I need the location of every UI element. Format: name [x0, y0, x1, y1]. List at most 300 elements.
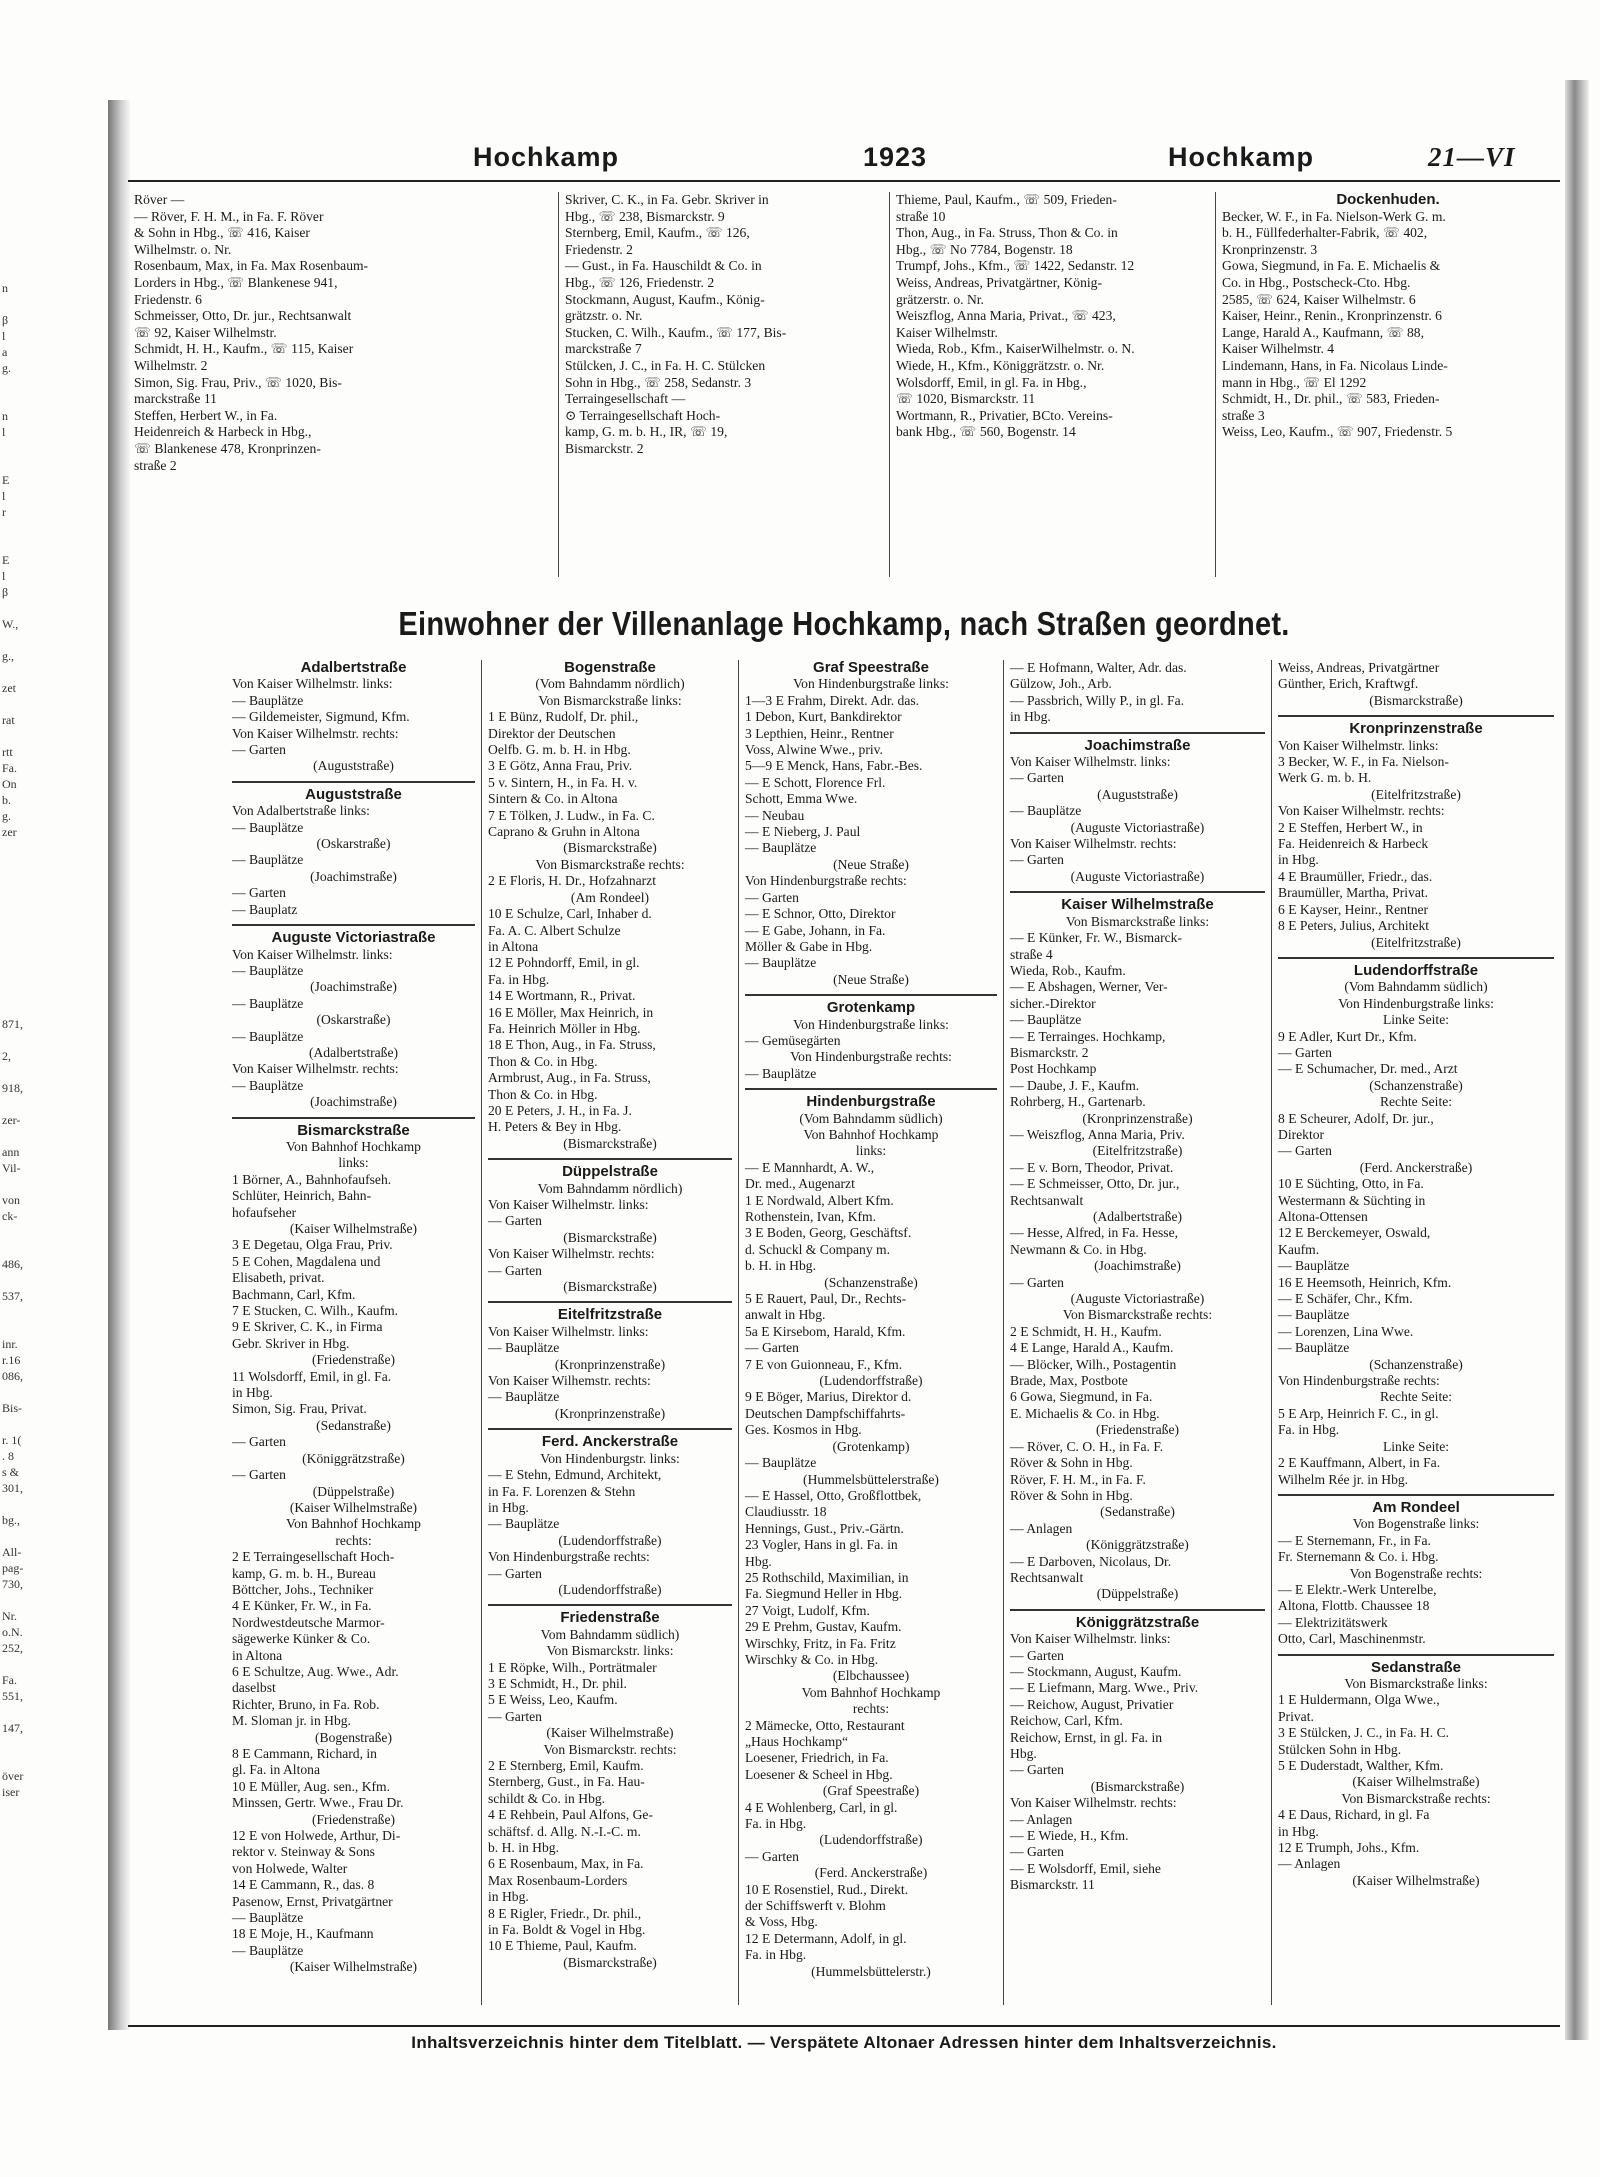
resident-entry-line: Simon, Sig. Frau, Priv., ☏ 1020, Bis-: [134, 374, 342, 390]
directory-entry-line: in Hbg.: [488, 1889, 529, 1905]
directory-entry-line: 5 E Duderstadt, Walther, Kfm.: [1278, 1758, 1444, 1773]
directory-entry-line: anwalt in Hbg.: [745, 1307, 826, 1323]
cross-street-note: (Königgrätzstraße): [302, 1450, 405, 1466]
cross-street-note: (Grotenkamp): [832, 1438, 910, 1454]
directory-entry-line: — Garten: [488, 1213, 542, 1229]
resident-entry-line: Lorders in Hbg., ☏ Blankenese 941,: [134, 274, 338, 290]
directory-entry-line: — Bauplätze: [232, 1910, 304, 1926]
directory-entry-line: 3 Lepthien, Heinr., Rentner: [745, 725, 894, 741]
cross-street-note: (Eitelfritzstraße): [1092, 1143, 1183, 1159]
directory-entry-line: — Röver, C. O. H., in Fa. F.: [1010, 1438, 1164, 1454]
resident-entry-line: Weiss, Leo, Kaufm., ☏ 907, Friedenstr. 5: [1222, 424, 1453, 440]
street-heading: Kaiser Wilhelmstraße: [1010, 891, 1265, 913]
directory-entry-line: 5 v. Sintern, H., in Fa. H. v.: [488, 774, 638, 790]
directory-entry-line: 1 E Huldermann, Olga Wwe.,: [1278, 1692, 1440, 1708]
cross-street-note: (Elbchaussee): [832, 1668, 910, 1684]
page-header: [128, 100, 1560, 182]
directory-entry-line: Otto, Carl, Maschinenmstr.: [1278, 1631, 1426, 1647]
directory-entry-line: — Bauplätze: [232, 995, 304, 1011]
resident-entry-line: Wortmann, R., Privatier, BCto. Vereins-: [896, 407, 1113, 423]
directory-entry-line: — E Sternemann, Fr., in Fa.: [1278, 1532, 1431, 1548]
directory-entry-line: Von Kaiser Wilhelmstr. links:: [1010, 754, 1171, 770]
directory-entry-line: 4 E Braumüller, Friedr., das.: [1278, 868, 1433, 884]
cross-street-note: Von Bismarckstraße links:: [1065, 913, 1210, 929]
directory-entry-line: — E Gabe, Johann, in Fa.: [745, 922, 886, 938]
directory-entry-line: Von Hindenburgstraße rechts:: [745, 873, 907, 889]
directory-entry-line: Hbg.: [1010, 1746, 1037, 1761]
directory-entry-line: 7 E Tölken, J. Ludw., in Fa. C.: [488, 807, 655, 823]
directory-entry-line: — Bauplätze: [745, 840, 817, 856]
directory-entry-line: Röver & Sohn in Hbg.: [1010, 1455, 1133, 1471]
directory-entry-line: Privat.: [1278, 1708, 1314, 1724]
cross-street-note: rechts:: [335, 1532, 372, 1548]
directory-entry-line: — Bauplätze: [1278, 1307, 1350, 1323]
directory-entry-line: Stülcken Sohn in Hbg.: [1278, 1741, 1402, 1757]
directory-entry-line: in Hbg.: [1278, 852, 1319, 868]
directory-entry-line: Richter, Bruno, in Fa. Rob.: [232, 1696, 380, 1712]
directory-entry-line: — Garten: [745, 1848, 799, 1864]
directory-entry-line: in Hbg.: [232, 1385, 273, 1401]
resident-entry-line: Stockmann, August, Kaufm., König-: [565, 291, 765, 307]
directory-entry-line: der Schiffswerft v. Blohm: [745, 1898, 886, 1914]
directory-entry-line: 12 E von Holwede, Arthur, Di-: [232, 1828, 401, 1844]
cross-street-note: Von Bogenstraße rechts:: [1349, 1565, 1483, 1581]
cross-street-note: Von Bismarckstraße rechts:: [1062, 1307, 1213, 1323]
directory-entry-line: Hbg.: [745, 1553, 772, 1569]
street-heading: Hindenburgstraße: [745, 1088, 997, 1110]
directory-entry-line: — Blöcker, Wilh., Postagentin: [1010, 1356, 1177, 1372]
directory-entry-line: — E Schäfer, Chr., Kfm.: [1278, 1291, 1413, 1307]
cross-street-note: (Kronprinzenstraße): [554, 1356, 666, 1372]
cross-street-note: (Adalbertstraße): [308, 1044, 399, 1060]
cross-street-note: Von Hindenburgstraße rechts:: [790, 1049, 952, 1065]
cross-street-note: (Bogenstraße): [314, 1729, 392, 1745]
directory-entry-line: — E Künker, Fr. W., Bismarck-: [1010, 930, 1183, 946]
resident-entry-line: Schmeisser, Otto, Dr. jur., Rechtsanwalt: [134, 308, 352, 324]
page-number: 21—VI: [1428, 142, 1516, 172]
street-heading: Kronprinzenstraße: [1278, 715, 1554, 737]
directory-entry-line: schäftsf. d. Allg. N.-I.-C. m.: [488, 1823, 641, 1839]
directory-entry-line: 5 E Weiss, Leo, Kaufm.: [488, 1692, 618, 1708]
resident-entry-line: Friedenstr. 6: [134, 291, 202, 307]
resident-entry-line: Kronprinzenstr. 3: [1222, 241, 1318, 257]
directory-entry-line: in Fa. Boldt & Vogel in Hbg.: [488, 1922, 646, 1938]
alphabetical-residents: [128, 192, 1560, 577]
directory-entry-line: Fa. Heidenreich & Harbeck: [1278, 836, 1429, 852]
street-heading: Königgrätzstraße: [1010, 1609, 1265, 1631]
directory-entry-line: — Bauplätze: [232, 1028, 304, 1044]
directory-entry-line: 12 E Pohndorff, Emil, in gl.: [488, 955, 640, 971]
street-heading: Sedanstraße: [1278, 1654, 1554, 1676]
directory-entry-line: — Bauplätze: [1278, 1340, 1350, 1356]
cross-street-note: Von Hindenburgstraße links:: [793, 1016, 949, 1032]
cross-street-note: (Joachimstraße): [310, 868, 397, 884]
directory-entry-line: 3 E Schmidt, H., Dr. phil.: [488, 1675, 627, 1691]
directory-entry-line: — E Wolsdorff, Emil, siehe: [1010, 1860, 1161, 1876]
resident-entry-line: straße 3: [1222, 407, 1265, 423]
cross-street-note: Von Bismarckstraße rechts:: [535, 856, 685, 872]
directory-entry-line: 12 E Trumph, Johs., Kfm.: [1278, 1840, 1420, 1856]
street-column-1: [226, 660, 481, 2005]
cross-street-note: links:: [855, 1143, 887, 1159]
directory-entry-line: — Garten: [232, 742, 286, 758]
directory-entry-line: 23 Vogler, Hans in gl. Fa. in: [745, 1537, 898, 1553]
top-column-1: [128, 192, 558, 577]
cross-street-note: Von Bismarckstr. links:: [546, 1643, 674, 1659]
resident-entry-line: ☏ 92, Kaiser Wilhelmstr.: [134, 324, 277, 340]
directory-entry-line: Schott, Emma Wwe.: [745, 791, 858, 807]
directory-entry-line: — E Schnor, Otto, Direktor: [745, 906, 896, 922]
cross-street-note: (Hummelsbüttelerstraße): [803, 1471, 939, 1487]
street-heading: Joachimstraße: [1010, 732, 1265, 754]
directory-entry-line: Bismarckstr. 2: [1010, 1044, 1089, 1060]
directory-entry-line: 8 E Rigler, Friedr., Dr. phil.,: [488, 1905, 642, 1921]
directory-entry-line: M. Sloman jr. in Hbg.: [232, 1713, 351, 1729]
directory-entry-line: — E Abshagen, Werner, Ver-: [1010, 979, 1168, 995]
directory-entry-line: Von Kaiser Wilhelmstr. rechts:: [1010, 1795, 1177, 1811]
top-column-3: [889, 192, 1215, 577]
directory-entry-line: Minssen, Gertr. Wwe., Frau Dr.: [232, 1795, 404, 1811]
cross-street-note: (Eitelfritzstraße): [1371, 786, 1461, 802]
cross-street-note: Von Bismarckstr. rechts:: [543, 1741, 677, 1757]
directory-entry-line: — Garten: [488, 1708, 542, 1724]
directory-entry-line: 14 E Cammann, R., das. 8: [232, 1877, 375, 1893]
directory-entry-line: 3 E Götz, Anna Frau, Priv.: [488, 758, 633, 774]
directory-entry-line: — Bauplatz: [232, 901, 298, 917]
directory-entry-line: — Garten: [745, 1340, 799, 1356]
directory-entry-line: Von Kaiser Wilhelmstr. links:: [1010, 1631, 1171, 1647]
directory-entry-line: 3 E Degetau, Olga Frau, Priv.: [232, 1237, 393, 1253]
resident-entry-line: grätzstr. o. Nr.: [565, 308, 643, 324]
cross-street-note: (Joachimstraße): [310, 979, 397, 995]
cross-street-note: Rechte Seite:: [1379, 1094, 1453, 1110]
cross-street-note: rechts:: [852, 1701, 890, 1717]
street-heading: Friedenstraße: [488, 1604, 732, 1626]
directory-entry-line: Direktor der Deutschen: [488, 725, 616, 741]
directory-entry-line: — E Stehn, Edmund, Architekt,: [488, 1467, 662, 1483]
cross-street-note: (Vom Bahndamm nördlich): [535, 676, 685, 692]
directory-entry-line: 3 E Boden, Georg, Geschäftsf.: [745, 1225, 912, 1241]
resident-entry-line: Schmidt, H., Dr. phil., ☏ 583, Frieden-: [1222, 391, 1440, 407]
cross-street-note: (Schanzenstraße): [1369, 1077, 1463, 1093]
directory-entry-line: — Daube, J. F., Kaufm.: [1010, 1077, 1140, 1093]
cross-street-note: Linke Seite:: [1382, 1012, 1450, 1028]
directory-entry-line: 10 E Süchting, Otto, in Fa.: [1278, 1176, 1424, 1192]
directory-entry-line: 4 E Lange, Harald A., Kaufm.: [1010, 1340, 1174, 1356]
resident-entry-line: Lange, Harald A., Kaufmann, ☏ 88,: [1222, 324, 1424, 340]
cross-street-note: (Ludendorffstraße): [819, 1373, 923, 1389]
directory-entry-line: Thon & Co. in Hbg.: [488, 1053, 598, 1069]
resident-entry-line: grätzerstr. o. Nr.: [896, 291, 984, 307]
resident-entry-line: Rosenbaum, Max, in Fa. Max Rosenbaum-: [134, 258, 369, 274]
resident-entry-line: Schmidt, H. H., Kaufm., ☏ 115, Kaiser: [134, 341, 354, 357]
directory-entry-line: — Garten: [488, 1262, 542, 1278]
resident-entry-line: Hbg., ☏ No 7784, Bogenstr. 18: [896, 241, 1073, 257]
directory-entry-line: — E Wiede, H., Kfm.: [1010, 1828, 1129, 1844]
cross-street-note: Von Bismarckstraße links:: [538, 692, 682, 708]
directory-entry-line: — Bauplätze: [488, 1516, 560, 1532]
cross-street-note: (Am Rondeel): [570, 889, 650, 905]
directory-entry-line: 2 E Kauffmann, Albert, in Fa.: [1278, 1455, 1441, 1471]
directory-entry-line: 18 E Thon, Aug., in Fa. Struss,: [488, 1037, 656, 1053]
resident-entry-line: ☏ Blankenese 478, Kronprinzen-: [134, 440, 321, 456]
cross-street-note: (Kaiser Wilhelmstraße): [1352, 1872, 1480, 1888]
resident-entry-line: Skriver, C. K., in Fa. Gebr. Skriver in: [565, 192, 769, 207]
directory-entry-line: — Bauplätze: [1010, 803, 1082, 819]
street-column-3: [738, 660, 1003, 2005]
directory-entry-line: — Bauplätze: [1010, 1012, 1082, 1028]
directory-entry-line: Reichow, Carl, Kfm.: [1010, 1713, 1123, 1729]
directory-entry-line: 20 E Peters, J. H., in Fa. J.: [488, 1102, 632, 1118]
street-heading: Auguste Victoriastraße: [232, 924, 475, 946]
directory-entry-line: 2 E Sternberg, Emil, Kaufm.: [488, 1758, 644, 1773]
cross-street-note: Von Bahnhof Hochkamp: [803, 1126, 939, 1142]
cross-street-note: (Sedanstraße): [1100, 1504, 1175, 1520]
directory-entry-line: — E Schmeisser, Otto, Dr. jur.,: [1010, 1176, 1180, 1192]
directory-entry-line: 2 Mämecke, Otto, Restaurant: [745, 1717, 905, 1733]
cross-street-note: (Kaiser Wilhelmstraße): [289, 1499, 418, 1515]
directory-entry-line: 1 E Röpke, Wilh., Porträtmaler: [488, 1659, 657, 1675]
directory-entry-line: 1 Debon, Kurt, Bankdirektor: [745, 709, 902, 725]
directory-entry-line: 25 Rothschild, Maximilian, in: [745, 1569, 909, 1585]
cross-street-note: (Friedenstraße): [1095, 1422, 1180, 1438]
resident-entry-line: Gowa, Siegmund, in Fa. E. Michaelis &: [1222, 258, 1441, 274]
directory-entry-line: Loesener & Scheel in Hbg.: [745, 1766, 893, 1782]
cross-street-note: Von Bismarckstraße links:: [1344, 1675, 1488, 1691]
directory-entry-line: — Elektrizitätswerk: [1278, 1614, 1388, 1630]
cross-street-note: (Ferd. Anckerstraße): [1359, 1159, 1473, 1175]
directory-entry-line: Post Hochkamp: [1010, 1061, 1097, 1077]
directory-entry-line: straße 4: [1010, 946, 1053, 962]
header-right-title: Hochkamp: [1168, 142, 1315, 172]
directory-entry-line: Von Kaiser Wilhelmstr. links:: [488, 1197, 649, 1212]
resident-entry-line: Hbg., ☏ 238, Bismarckstr. 9: [565, 208, 725, 224]
directory-entry-line: — Garten: [488, 1565, 542, 1581]
resident-entry-line: Sohn in Hbg., ☏ 258, Sedanstr. 3: [565, 374, 752, 390]
directory-entry-line: 3 E Stülcken, J. C., in Fa. H. C.: [1278, 1725, 1450, 1741]
resident-entry-line: Terraingesellschaft —: [565, 391, 686, 407]
directory-entry-line: sägewerke Künker & Co.: [232, 1631, 371, 1647]
directory-entry-line: Gebr. Skriver in Hbg.: [232, 1335, 350, 1351]
cross-street-note: (Düppelstraße): [312, 1483, 395, 1499]
cross-street-note: (Königgrätzstraße): [1086, 1537, 1189, 1553]
resident-entry-line: marckstraße 11: [134, 391, 217, 407]
directory-entry-line: Günther, Erich, Kraftwgf.: [1278, 676, 1419, 692]
street-column-4: [1003, 660, 1271, 2005]
directory-entry-line: — Neubau: [745, 807, 805, 823]
directory-entry-line: Reichow, Ernst, in gl. Fa. in: [1010, 1729, 1163, 1745]
cross-street-note: (Ludendorffstraße): [558, 1532, 662, 1548]
cross-street-note: Vom Bahndamm südlich): [540, 1626, 680, 1642]
directory-entry-line: 3 Becker, W. F., in Fa. Nielson-: [1278, 754, 1449, 770]
cross-street-note: (Oskarstraße): [316, 1012, 391, 1028]
cross-street-note: (Düppelstraße): [1096, 1586, 1179, 1602]
directory-entry-line: Pasenow, Ernst, Privatgärtner: [232, 1893, 393, 1909]
street-heading: Auguststraße: [232, 781, 475, 803]
resident-entry-line: Becker, W. F., in Fa. Nielson-Werk G. m.: [1222, 208, 1446, 224]
directory-entry-line: Westermann & Süchting in: [1278, 1192, 1426, 1208]
directory-entry-line: — Hesse, Alfred, in Fa. Hesse,: [1010, 1225, 1179, 1241]
directory-entry-line: Wirschky & Co. in Hbg.: [745, 1651, 879, 1667]
directory-entry-line: E. Michaelis & Co. in Hbg.: [1010, 1405, 1160, 1421]
directory-entry-line: — Reichow, August, Privatier: [1010, 1696, 1174, 1712]
directory-entry-line: b. H. in Hbg.: [745, 1258, 816, 1274]
directory-entry-line: & Voss, Hbg.: [745, 1914, 818, 1930]
directory-entry-line: 5—9 E Menck, Hans, Fabr.-Bes.: [745, 758, 923, 774]
directory-entry-line: 4 E Daus, Richard, in gl. Fa: [1278, 1807, 1430, 1823]
resident-entry-line: Heidenreich & Harbeck in Hbg.,: [134, 424, 312, 440]
resident-entry-line: Kaiser Wilhelmstr. 4: [1222, 341, 1335, 357]
directory-entry-line: Fa. Siegmund Heller in Hbg.: [745, 1586, 903, 1602]
cross-street-note: (Bismarckstraße): [563, 1229, 657, 1245]
directory-entry-line: — Stockmann, August, Kaufm.: [1010, 1663, 1182, 1679]
cross-street-note: Von Hindenburgstraße links:: [793, 676, 949, 692]
directory-entry-line: sicher.-Direktor: [1010, 995, 1096, 1011]
directory-entry-line: Sternberg, Gust., in Fa. Hau-: [488, 1774, 645, 1790]
directory-entry-line: 8 E Cammann, Richard, in: [232, 1746, 377, 1761]
directory-entry-line: Elisabeth, privat.: [232, 1270, 325, 1286]
street-column-5: [1271, 660, 1560, 2005]
directory-entry-line: 2 E Steffen, Herbert W., in: [1278, 819, 1423, 835]
directory-entry-line: — Bauplätze: [232, 852, 304, 868]
cross-street-note: (Auguststraße): [313, 758, 394, 774]
directory-entry-line: b. H. in Hbg.: [488, 1840, 559, 1856]
directory-entry-line: Von Hindenburgstraße rechts:: [1278, 1373, 1440, 1389]
directory-entry-line: — Bauplätze: [745, 1065, 817, 1081]
resident-entry-line: ⊙ Terraingesellschaft Hoch-: [565, 407, 721, 423]
cross-street-note: (Auguststraße): [1097, 786, 1178, 802]
resident-entry-line: Bismarckstr. 2: [565, 440, 644, 456]
cross-street-note: Von Hindenburgstraße links:: [1338, 995, 1494, 1011]
resident-entry-line: Röver —: [134, 192, 185, 207]
binding-shadow: [108, 100, 130, 2030]
directory-entry-line: — Gemüsegärten: [745, 1032, 841, 1048]
directory-entry-line: Gülzow, Joh., Arb.: [1010, 676, 1112, 692]
directory-entry-line: Von Kaiser Wilhemstr. rechts:: [488, 1373, 651, 1389]
cross-street-note: (Schanzenstraße): [824, 1274, 918, 1290]
directory-entry-line: 2 E Terraingesellschaft Hoch-: [232, 1549, 395, 1565]
cross-street-note: (Friedenstraße): [311, 1811, 396, 1827]
directory-entry-line: Ges. Kosmos in Hbg.: [745, 1422, 862, 1438]
directory-entry-line: 10 E Schulze, Carl, Inhaber d.: [488, 906, 652, 922]
directory-entry-line: 12 E Berckemeyer, Oswald,: [1278, 1225, 1431, 1241]
directory-entry-line: Von Hindenburgstraße rechts:: [488, 1549, 650, 1565]
directory-entry-line: 5 E Rauert, Paul, Dr., Rechts-: [745, 1291, 907, 1307]
directory-entry-line: Nordwestdeutsche Marmor-: [232, 1614, 385, 1630]
directory-entry-line: Brade, Max, Postbote: [1010, 1373, 1128, 1389]
directory-entry-line: Von Kaiser Wilhelmstr. rechts:: [1010, 836, 1177, 852]
directory-entry-line: 2 E Floris, H. Dr., Hofzahnarzt: [488, 873, 656, 889]
resident-entry-line: mann in Hbg., ☏ El 1292: [1222, 374, 1367, 390]
resident-entry-line: straße 10: [896, 208, 946, 224]
resident-entry-line: Weiszflog, Anna Maria, Privat., ☏ 423,: [896, 308, 1116, 324]
directory-entry-line: Von Kaiser Wilhelmstr. links:: [232, 676, 393, 692]
directory-entry-line: 6 E Kayser, Heinr., Rentner: [1278, 901, 1429, 917]
street-heading: Eitelfritzstraße: [488, 1301, 732, 1323]
directory-entry-line: — Weiszflog, Anna Maria, Priv.: [1010, 1126, 1185, 1142]
cross-street-note: (Bismarckstraße): [563, 1279, 657, 1295]
resident-entry-line: — Gust., in Fa. Hauschildt & Co. in: [565, 258, 762, 274]
directory-entry-line: — E Nieberg, J. Paul: [745, 824, 861, 840]
directory-entry-line: — Bauplätze: [232, 819, 304, 835]
directory-entry-line: Fa. in Hbg.: [488, 971, 550, 987]
directory-entry-line: Fa. in Hbg.: [745, 1947, 807, 1963]
cross-street-note: (Vom Bahndamm südlich): [799, 1110, 943, 1126]
directory-entry-line: Von Kaiser Wilhelmstr. rechts:: [232, 1061, 399, 1077]
directory-entry-line: 4 E Künker, Fr. W., in Fa.: [232, 1598, 372, 1614]
page-right-edge: [1565, 80, 1589, 2040]
cross-street-note: (Auguste Victoriastraße): [1070, 819, 1205, 835]
directory-entry-line: Newmann & Co. in Hbg.: [1010, 1241, 1147, 1257]
resident-entry-line: Stülcken, J. C., in Fa. H. C. Stülcken: [565, 357, 766, 373]
directory-entry-line: daselbst: [232, 1680, 276, 1696]
resident-entry-line: Thieme, Paul, Kaufm., ☏ 509, Frieden-: [896, 192, 1117, 207]
cross-street-note: (Schanzenstraße): [1369, 1356, 1463, 1372]
directory-entry-line: — Bauplätze: [745, 955, 817, 971]
directory-entry-line: Möller & Gabe in Hbg.: [745, 938, 873, 954]
street-heading: Am Rondeel: [1278, 1494, 1554, 1516]
directory-entry-line: Kaufm.: [1278, 1241, 1320, 1257]
directory-entry-line: — E Schumacher, Dr. med., Arzt: [1278, 1061, 1458, 1077]
top-column-2: [558, 192, 889, 577]
directory-entry-line: — E Hassel, Otto, Großflottbek,: [745, 1487, 922, 1503]
directory-entry-line: 5 E Arp, Heinrich F. C., in gl.: [1278, 1405, 1439, 1421]
directory-entry-line: Altona, Flottb. Chaussee 18: [1278, 1598, 1430, 1614]
directory-entry-line: in Fa. F. Lorenzen & Stehn: [488, 1483, 636, 1499]
directory-entry-line: 11 Wolsdorff, Emil, in gl. Fa.: [232, 1368, 392, 1384]
directory-entry-line: Deutschen Dampfschiffahrts-: [745, 1405, 906, 1421]
street-heading: Düppelstraße: [488, 1158, 732, 1180]
cross-street-note: Von Bogenstraße links:: [1352, 1516, 1480, 1532]
directory-entry-line: — Lorenzen, Lina Wwe.: [1278, 1323, 1414, 1339]
directory-entry-line: — Garten: [232, 1467, 286, 1483]
cross-street-note: (Ferd. Anckerstraße): [814, 1865, 928, 1881]
directory-entry-line: Oelfb. G. m. b. H. in Hbg.: [488, 742, 631, 758]
directory-entry-line: — Anlagen: [1278, 1856, 1341, 1872]
directory-entry-line: — Bauplätze: [1278, 1258, 1350, 1274]
directory-entry-line: von Holwede, Walter: [232, 1860, 348, 1876]
directory-entry-line: hofaufseher: [232, 1204, 297, 1220]
directory-entry-line: 10 E Thieme, Paul, Kaufm.: [488, 1938, 637, 1954]
cross-street-note: (Ludendorffstraße): [819, 1832, 923, 1848]
directory-entry-line: 4 E Wohlenberg, Carl, in gl.: [745, 1799, 898, 1815]
resident-entry-line: Wilhelmstr. 2: [134, 357, 208, 373]
directory-entry-line: 9 E Adler, Kurt Dr., Kfm.: [1278, 1028, 1417, 1044]
directory-entry-line: Fa. Heinrich Möller in Hbg.: [488, 1020, 641, 1036]
cross-street-note: (Oskarstraße): [316, 836, 391, 852]
directory-entry-line: — Bauplätze: [232, 962, 304, 978]
directory-entry-line: Wirschky, Fritz, in Fa. Fritz: [745, 1635, 896, 1651]
directory-entry-line: — Anlagen: [1010, 1520, 1073, 1536]
cross-street-note: (Kronprinzenstraße): [554, 1405, 666, 1421]
resident-entry-line: Friedenstr. 2: [565, 241, 633, 257]
resident-entry-line: Thon, Aug., in Fa. Struss, Thon & Co. in: [896, 225, 1118, 241]
resident-entry-line: 2585, ☏ 624, Kaiser Wilhelmstr. 6: [1222, 291, 1416, 307]
directory-entry-line: Rohrberg, H., Gartenarb.: [1010, 1094, 1146, 1110]
directory-entry-line: gl. Fa. in Altona: [232, 1762, 320, 1778]
directory-entry-line: — E Elektr.-Werk Unterelbe,: [1278, 1581, 1437, 1597]
directory-entry-line: H. Peters & Bey in Hbg.: [488, 1119, 622, 1135]
directory-entry-line: — Garten: [1010, 1647, 1064, 1663]
directory-entry-line: Fa. A. C. Albert Schulze: [488, 922, 621, 938]
directory-entry-line: 2 E Schmidt, H. H., Kaufm.: [1010, 1323, 1162, 1339]
directory-entry-line: 14 E Wortmann, R., Privat.: [488, 988, 636, 1004]
directory-entry-line: 18 E Moje, H., Kaufmann: [232, 1926, 374, 1942]
directory-entry-line: 1 E Nordwald, Albert Kfm.: [745, 1192, 894, 1208]
directory-entry-line: Rechtsanwalt: [1010, 1569, 1084, 1585]
directory-entry-line: Dr. med., Augenarzt: [745, 1176, 855, 1192]
cross-street-note: links:: [338, 1155, 369, 1171]
